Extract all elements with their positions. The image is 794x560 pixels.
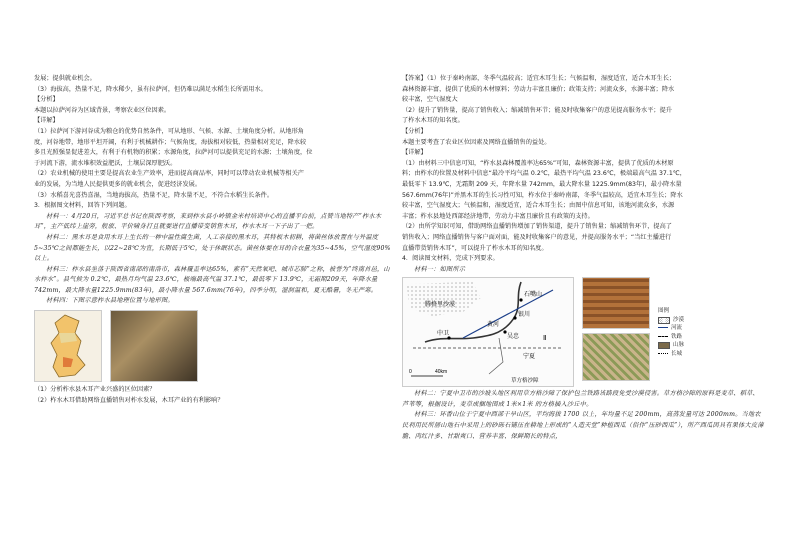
shaanxi-map-image <box>34 310 102 382</box>
mountain-swatch-icon <box>658 342 670 349</box>
text-line: 较丰富，空气湿度大；气候温和，湿度适宜，适合木耳生长；由图中信息可知，该地河流众多，水源 <box>402 202 675 210</box>
material-2: 材料二：黑木耳是食用木耳上生长的一种中温性腐生菌，人工亲接的黑木耳，其特板木初耕，将菌丝体放置在与外温度5~35℃之间都能生长，以22~28℃为宜，长期低于5℃，处于休眠状态。菌丝体要在耳的合衣量为35~45%，空气湿度90%以上。 <box>34 233 391 263</box>
text-line: 丰富；柞水县地处西部经济地带，劳动力丰富且廉价且有政策的支持。 <box>402 212 594 220</box>
text-line: 销售收入；网络直播销售与客户面对面，能及时收集客户的意见，并提高服务水平；“当红主播进行 <box>402 233 672 241</box>
section-heading: 【详解】 <box>402 149 427 157</box>
legend-item: 河流 <box>658 324 684 333</box>
text-line: 发展；提供就业机会。 <box>34 75 96 82</box>
text-line: 料；由柞水的位置及材料中信息“最冷平均气温 0.2℃，最热平均气温 23.6℃，极端最高气温 37.1℃， <box>402 170 686 178</box>
label-zhongwei: 中卫 <box>437 331 450 338</box>
text-line: 最低零下 13.9℃，无霜期 209 天，年降水量 742mm，最大降水量 1225.9mm(83年)，最小降水量 <box>402 180 682 188</box>
label-tengger: 腾格里沙漠 <box>425 302 456 309</box>
straw-checkerboard-photo <box>582 277 650 329</box>
label-wuzhong: 吴忠 <box>507 334 520 341</box>
material-1: 材料一：如图所示 <box>414 265 466 273</box>
answer-line: 较丰富，空气湿度大 <box>402 96 458 104</box>
question-heading: 4．阅读图文材料，完成下列要求。 <box>402 255 499 263</box>
text-line: （3）水稻喜光喜热喜湿，当地海拔高，热量不足，降水量不足，不符合水稻生长条件。 <box>34 191 274 199</box>
section-heading: 【分析】 <box>34 96 59 104</box>
photo-stack <box>582 277 650 381</box>
text-line: 本题以拉萨河谷为区域背景，考察农业区位因素。 <box>34 106 171 114</box>
legend-item: 铁路 <box>658 333 684 342</box>
label-roman: Ⅱ <box>543 335 547 343</box>
question-heading: 3．根据图文材料，回答下列问题。 <box>34 202 131 210</box>
text-line: （3）海拔高，热量不足，降水稀少，虽有拉萨河，但仍难以满足水稻生长所需用水。 <box>34 85 267 93</box>
label-huanghe: 黄河 <box>487 322 500 329</box>
section-heading: 【分析】 <box>402 127 427 135</box>
great-wall-swatch-icon <box>658 353 668 356</box>
text-line: 567.6mm(76年)”并黑木耳的生长习性可知，柞水位于秦岭南部，冬季气温较高，适宜木耳生长；降水 <box>402 191 683 199</box>
material-3: 材料三：柞水县坐落于陕西省南部的南洛市，森林覆盖率达65%，素有“天然氧吧、城市芯肺”之称，被誉为“终南首邑，山水柞水”。县气候为 0.2℃，最热月均气温 23.6℃，极端最高气温 37.1℃，最低零下 13.9℃，无霜期209天，年降水量742mm，最大降水量1225.9mm(83年)，最小降水量 567.6mm(76年)，四季分明，湿润温和，夏无酷暑，冬无严寒。 <box>34 265 390 294</box>
question-2: （2）柞水木耳借助网络直播销售对柞水发展，木耳产业的有利影响？ <box>34 396 224 404</box>
legend-item: 沙漠 <box>658 316 684 325</box>
right-column <box>402 74 764 442</box>
text-line: （1）由材料三中信息可知，“柞水县森林覆盖率达65%”可知，森林资源丰富，提供了优质的木材原 <box>402 159 674 167</box>
scale-start: 0 <box>409 369 412 376</box>
left-column <box>34 74 396 406</box>
figure-row <box>34 310 396 382</box>
label-shizuishan: 石嘴山 <box>524 292 543 299</box>
material-3: 材料三：环香山位于宁夏中西部干旱山区，平均海拔 1700 以上，年均量不足 200mm，高蒸发量可达 2000mm。当地农民利用民所居山地石中采用上的砂砾石铺压在耕地上形成的“人造天堂”种植西瓜（俗作“压砂西瓜”），所产西瓜因具有果体大皮薄脆、肉红汁多、甘甜爽口、营养丰富、保鲜期长的特点， <box>402 411 764 440</box>
material-2: 材料二：宁夏中卫市的沙坡头地区利用草方格沙障了保护包兰铁路该路段免受沙漠侵害。草方格沙障的原料是麦草、稻草、芦苇等，根据设计，麦草成捆地围成 1米×1米 的方格插入沙丘中。 <box>402 390 759 408</box>
text-line: 业的发展，为当地人民提供更多的就业机会，促进经济发展。 <box>34 180 202 188</box>
text-line: 度，河谷地带，地形平坦开阔，有利于机械耕作；气候角度，海拔相对较低，热量相对充足，降水较 <box>34 138 307 146</box>
label-caofangge: 草方格沙障 <box>511 378 539 385</box>
label-ningxia: 宁夏 <box>523 354 536 361</box>
legend-item: 长城 <box>658 350 684 359</box>
label-yinchuan: 银川 <box>518 312 531 319</box>
question-1: （1）分析柞水县木耳产业兴盛的区位因素？ <box>34 386 156 394</box>
legend-item: 山脉 <box>658 341 684 350</box>
material-4: 材料四：下图示意柞水县地理位置与地形图。 <box>46 297 174 305</box>
scale-end: 40km <box>435 369 448 376</box>
text-line: 直播带货销售木耳”，可以提升了柞水木耳的知名度。 <box>402 244 548 252</box>
answer-line: 森林资源丰富，提供了优质的木材原料；劳动力丰富且廉价；政策支持；河流众多，水源丰富；降水 <box>402 85 675 93</box>
material-1: 材料一：4月20日，习近平总书记在陕西考察，来到柞水县小岭镇金米村培训中心的直播平台前，点赞当地特产“柞水木耳”，主产低纬上崖旁，般旅、平价啸身打且就要进行直播带变销售木耳，柞水木耳一下子出了一把。 <box>34 212 382 231</box>
fungus-farmer-photo <box>110 310 198 382</box>
grass-barrier-photo <box>582 333 650 381</box>
text-line: 本题主要考查了农业区位因素及网络直播销售的益处。 <box>402 138 551 146</box>
section-heading: 【详解】 <box>34 117 59 125</box>
map-legend <box>658 307 684 358</box>
text-line: （2）由所学知识可知，借助网络直播销售增加了销售渠道，提升了销售量；缩减销售环节，提高了 <box>402 223 672 231</box>
answer-line: （2）提升了销售量，提高了销售收入；缩减销售环节；能及时收集客户的意见提高服务水平；提升 <box>402 106 672 114</box>
answer-line: 了柞水木耳的知名度。 <box>402 117 464 125</box>
text-line: （2）农业机械的使用主要是提高农业生产效率，进而提高商品率，同时可以带动农业机械等相关产 <box>34 170 304 178</box>
ningxia-map <box>402 277 574 387</box>
river-swatch-icon <box>658 327 668 330</box>
desert-swatch-icon <box>658 317 670 324</box>
text-line: 多且光照强显促进差大，有利于有机物的积累；水源角度，拉萨河可以提供充足的水源；土壤角度，位 <box>34 149 313 157</box>
railway-swatch-icon <box>658 336 668 339</box>
figure-row <box>402 277 764 387</box>
text-line: 于河流下游，流水堆积效益肥沃，土壤层深厚肥沃。 <box>34 159 177 167</box>
legend-title: 图例 <box>658 308 670 315</box>
text-line: （1）拉萨河下游河谷成为粮仓的优势自然条件，可从地形、气候、水源、土壤角度分析。从地形角 <box>34 127 304 135</box>
answer-line: 【答案】（1）位于秦岭南部，冬季气温较高；适宜木耳生长；气候温和，湿度适宜，适合木耳生长； <box>402 75 676 82</box>
